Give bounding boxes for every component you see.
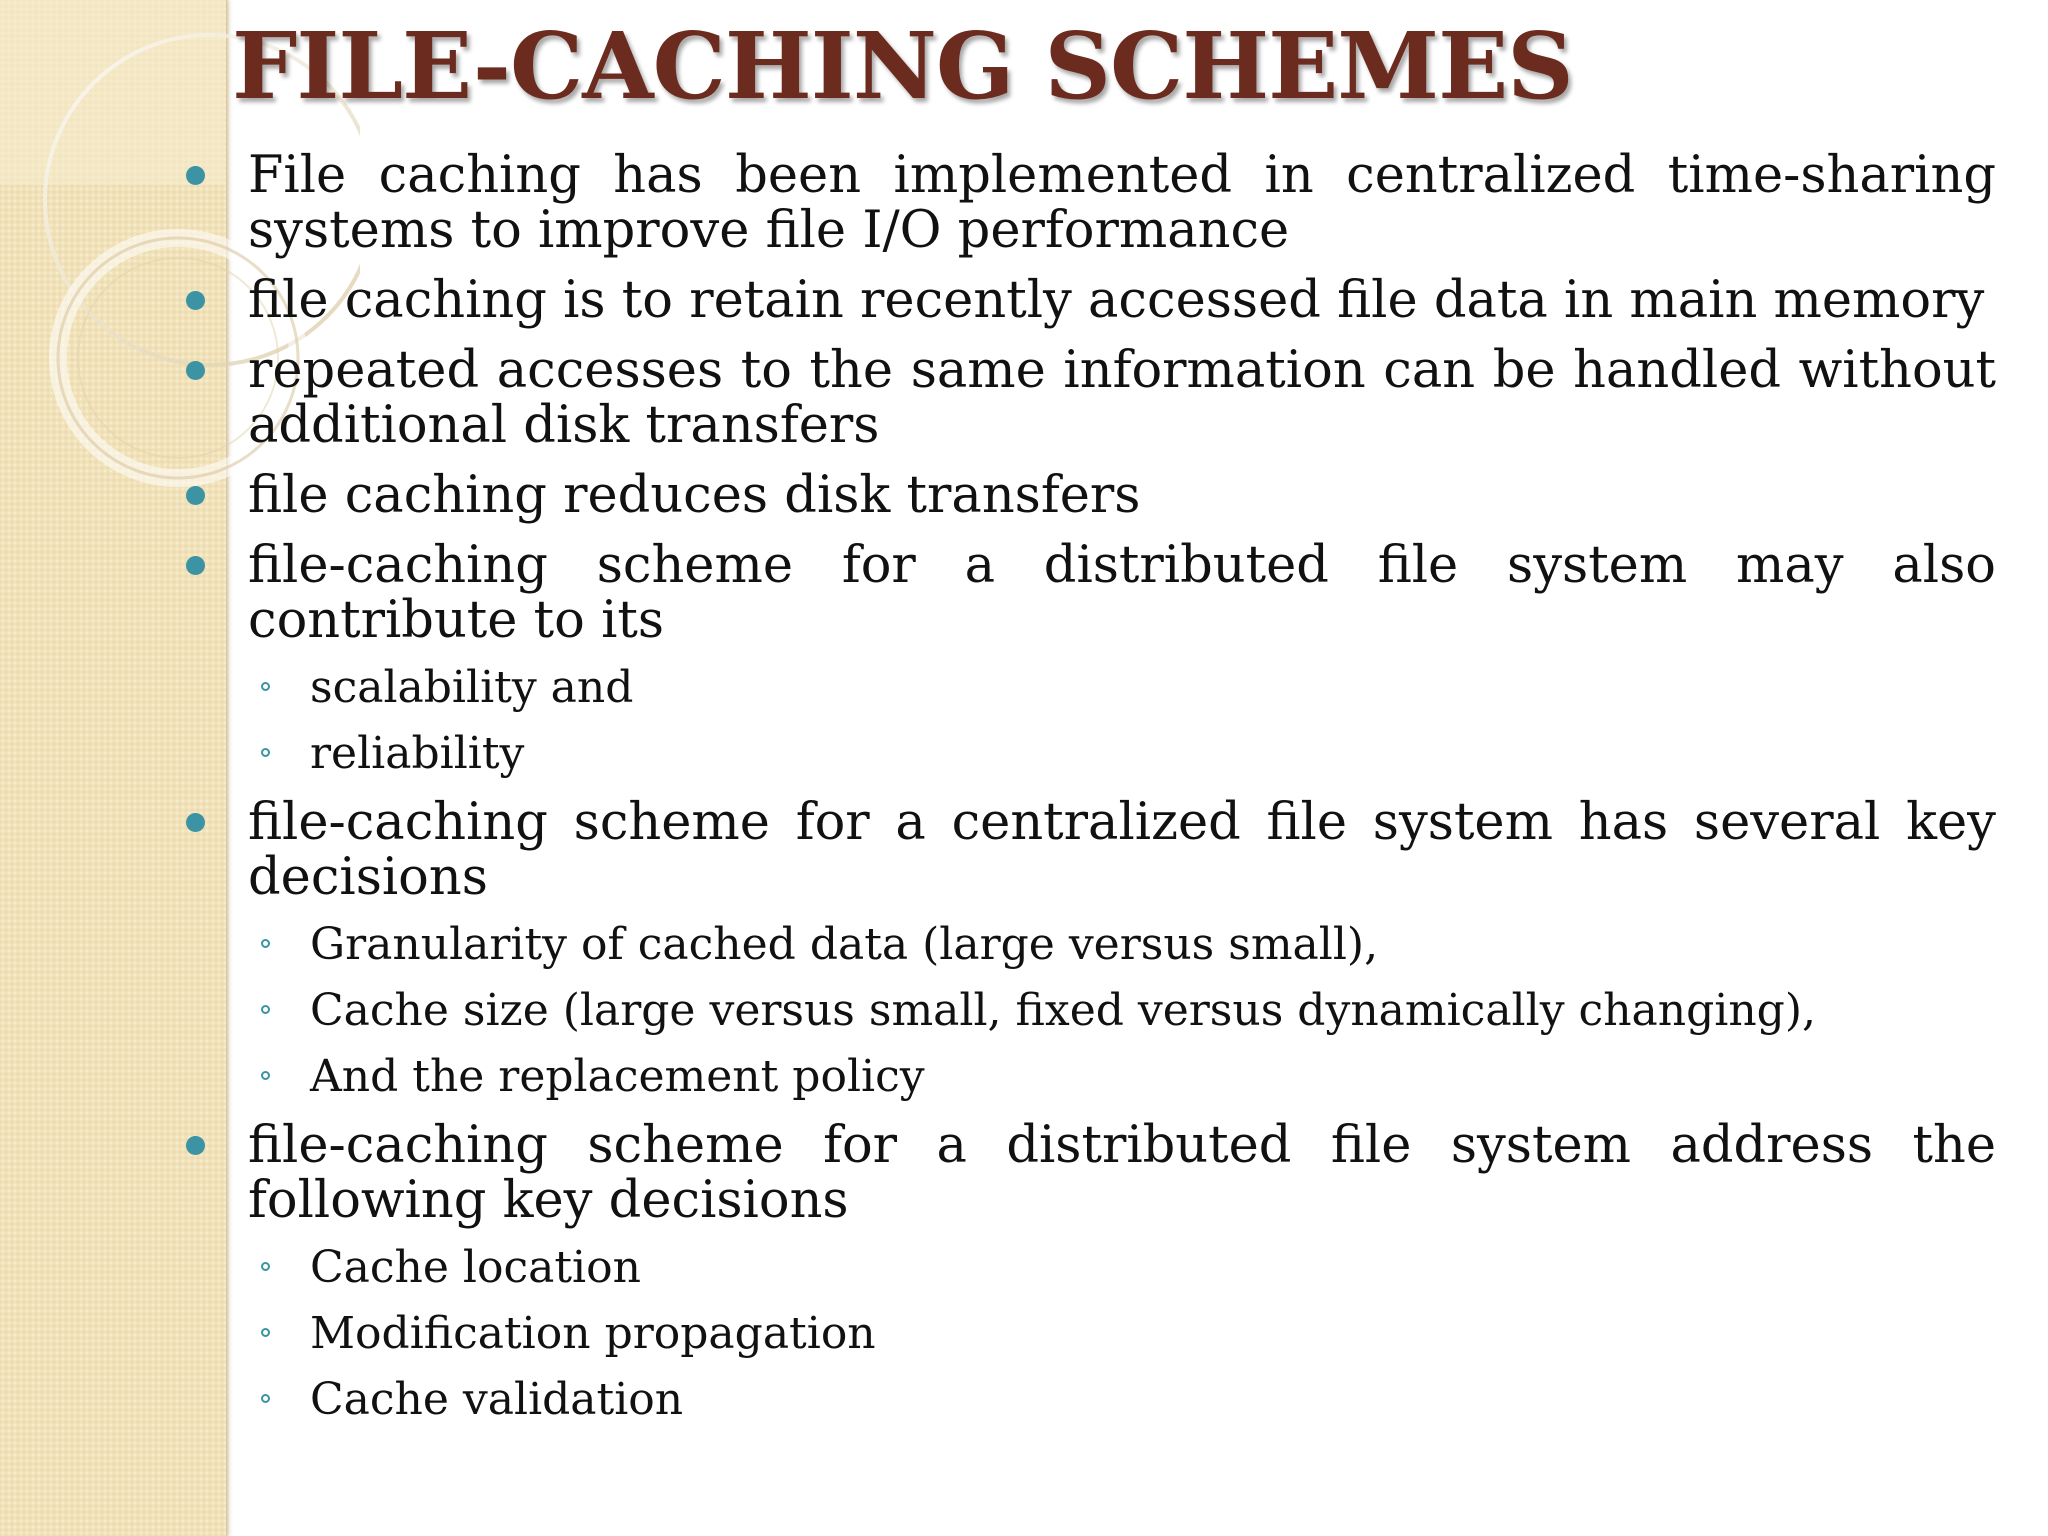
sub-bullet-ring-icon: [261, 939, 270, 948]
bullet-dot-icon: [186, 361, 205, 380]
sub-bullet-item: [186, 986, 1996, 1036]
bullet-dot-icon: [186, 813, 205, 832]
sub-bullet-item: [186, 729, 1996, 779]
sub-bullet-item: [186, 920, 1996, 970]
bullet-item: [186, 538, 1996, 648]
bullet-text: file caching is to retain recently accessed file data in main memory: [248, 271, 1985, 330]
bullet-item: [186, 468, 1996, 523]
bullet-dot-icon: [186, 556, 205, 575]
sub-bullet-ring-icon: [261, 1262, 270, 1271]
bullet-text: file-caching scheme for a distributed file system address the following key decisions: [248, 1116, 1996, 1230]
sub-bullet-ring-icon: [261, 748, 270, 757]
sub-bullet-ring-icon: [261, 1005, 270, 1014]
sub-bullet-text: reliability: [310, 728, 525, 779]
sub-bullet-item: [186, 1052, 1996, 1102]
bullet-item: [186, 343, 1996, 453]
bullet-text: File caching has been implemented in centralized time-sharing systems to improve file I/O performance: [248, 146, 1996, 260]
sub-bullet-item: [186, 1243, 1996, 1293]
sub-bullet-ring-icon: [261, 682, 270, 691]
bullet-item: [186, 1118, 1996, 1228]
sub-bullet-ring-icon: [261, 1394, 270, 1403]
bullet-text: file-caching scheme for a centralized file system has several key decisions: [248, 793, 1996, 907]
bullet-text: file caching reduces disk transfers: [248, 466, 1141, 525]
sub-bullet-item: [186, 1375, 1996, 1425]
sub-bullet-text: scalability and: [310, 662, 634, 713]
bullet-dot-icon: [186, 291, 205, 310]
sub-bullet-text: Granularity of cached data (large versus small),: [310, 919, 1379, 970]
bullet-item: [186, 273, 1996, 328]
bullet-dot-icon: [186, 166, 205, 185]
sub-bullet-text: Cache location: [310, 1242, 641, 1293]
sub-bullet-text: Modification propagation: [310, 1308, 876, 1359]
bullet-text: repeated accesses to the same information can be handled without additional disk transfers: [248, 341, 1996, 455]
bullet-item: [186, 795, 1996, 905]
sub-bullet-text: Cache size (large versus small, fixed versus dynamically changing),: [310, 985, 1816, 1036]
bullet-dot-icon: [186, 486, 205, 505]
sub-bullet-item: [186, 663, 1996, 713]
sub-bullet-ring-icon: [261, 1328, 270, 1337]
bullet-text: file-caching scheme for a distributed file system may also contribute to its: [248, 536, 1996, 650]
bullet-item: [186, 148, 1996, 258]
sub-bullet-item: [186, 1309, 1996, 1359]
bullet-list: [186, 148, 1996, 1441]
slide-title: FILE-CACHING SCHEMES: [232, 12, 1573, 120]
sub-bullet-text: And the replacement policy: [310, 1051, 925, 1102]
bullet-dot-icon: [186, 1136, 205, 1155]
sub-bullet-ring-icon: [261, 1071, 270, 1080]
sub-bullet-text: Cache validation: [310, 1374, 684, 1425]
